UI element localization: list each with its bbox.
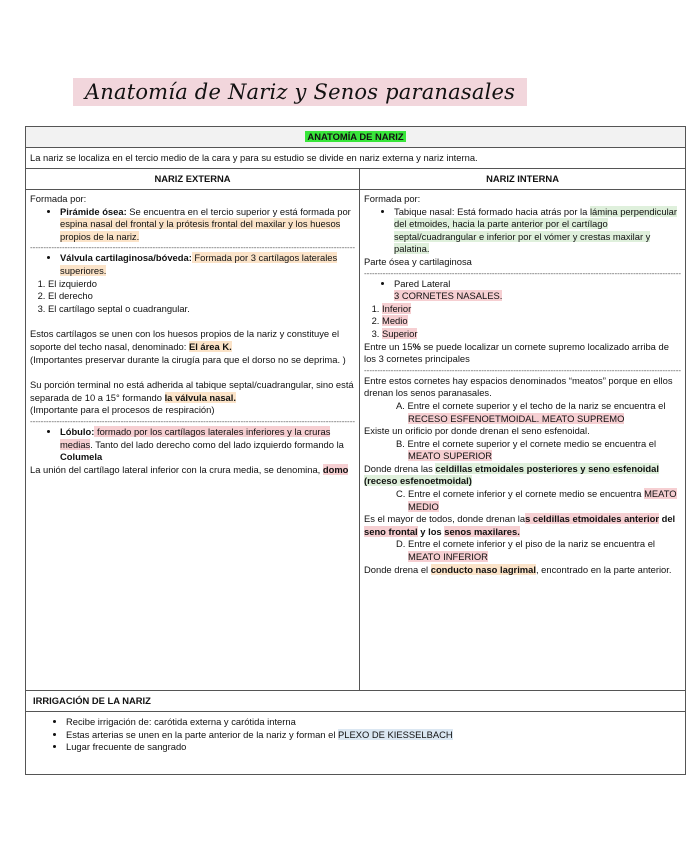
supremo-pct: % <box>412 340 421 352</box>
tabique-item <box>394 206 681 256</box>
domo: domo <box>322 463 349 475</box>
interna-content <box>360 190 686 691</box>
mayor-paragraph <box>364 513 681 538</box>
interna-formada-por: Formada por: <box>364 193 421 204</box>
lobulo-list <box>30 426 355 464</box>
area-k: El área K. <box>188 340 232 352</box>
cartilago-item: 2. El derecho <box>48 290 355 303</box>
meato-a-highlight: RECESO ESFENOETMOIDAL. MEATO SUPREMO <box>408 412 625 424</box>
meato-d <box>364 538 681 563</box>
conducto-text-a: Donde drena el <box>364 563 431 575</box>
valvula-nasal: la válvula nasal. <box>164 391 236 403</box>
valvula-label: Válvula cartilaginosa/bóveda: <box>60 252 192 264</box>
porcion-paragraph <box>30 379 355 404</box>
mayor-text-b: del <box>658 513 676 525</box>
cornete-item <box>382 303 681 316</box>
valvula-list <box>30 252 355 277</box>
interna-heading: NARIZ INTERNA <box>360 169 686 190</box>
irrigacion-list <box>30 716 681 754</box>
mayor-highlight-2: seno frontal <box>364 525 418 537</box>
lobulo-text: . Tanto del lado derecho como del lado izquierdo formando la <box>90 438 344 450</box>
pared-list <box>364 278 681 303</box>
pared-lateral: Pared Lateral <box>394 277 451 289</box>
cornete-superior: Superior <box>382 327 418 339</box>
meato-d-text: Entre el cornete inferior y el piso de la nariz se encuentra el <box>408 538 656 550</box>
supremo-paragraph <box>364 341 681 366</box>
columela: Columela <box>60 451 103 463</box>
tabique-text: Tabique nasal: Está formado hacia atrás por la <box>394 205 590 217</box>
piramide-highlight: espina nasal del frontal y la prótesis frontal del maxilar y los huesos propios de la nariz. <box>60 218 341 242</box>
divider-dashes: -------------------------------------------------------------------------------------------------------------------------- <box>30 243 356 253</box>
meato-a-label: A. <box>396 399 405 411</box>
porcion-text: Su porción terminal no está adherida al tabique septal/cuadrangular, sino está separada de 10 a 15° formando <box>30 379 354 403</box>
irrigacion-item <box>66 729 681 742</box>
drena-b-paragraph <box>364 463 681 488</box>
conducto-paragraph <box>364 564 681 577</box>
anatomy-table <box>25 126 686 775</box>
piramide-list <box>30 206 355 244</box>
meato-b-label: B. <box>396 437 405 449</box>
drena-b-highlight: celdillas etmoidales posteriores y seno esfenoidal (receso esfenoetmoidal) <box>364 462 659 487</box>
externa-content <box>26 190 360 691</box>
importante2-paragraph: (Importante para el procesos de respiración) <box>30 404 215 416</box>
irrigacion-item: • Recibe irrigación de: carótida externa y carótida interna <box>66 716 681 729</box>
meato-c <box>364 488 681 513</box>
parte-osea: Parte ósea y cartilaginosa <box>364 255 472 267</box>
externa-formada-por: Formada por: <box>30 193 87 204</box>
orificio-paragraph: Existe un orificio por donde drenan el seno esfenoidal. <box>364 425 590 437</box>
conducto-text-b: , encontrado en la parte anterior. <box>535 563 672 575</box>
supremo-text-b: se puede localizar un cornete supremo localizado arriba de los 3 cornetes principales <box>364 340 669 365</box>
pared-lateral-item <box>394 278 681 303</box>
section-header <box>26 127 686 148</box>
page-title: Anatomía de Nariz y Senos paranasales <box>73 78 527 106</box>
meatos-intro: Entre estos cornetes hay espacios denominados “meatos” porque en ellos drenan los senos paranasales. <box>364 374 673 399</box>
divider-dashes: ----------------------------------------------------------------------------------------------------------------------- <box>364 268 682 278</box>
drena-b-text: Donde drena las <box>364 462 436 474</box>
mayor-text-c: y los <box>417 525 445 537</box>
meato-c-highlight: MEATO MEDIO <box>408 488 677 512</box>
cartilago-item: 3. El cartílago septal o cuadrangular. <box>48 303 355 316</box>
mayor-highlight-1: s celdillas etmoidales anterior <box>525 513 659 525</box>
tabique-list <box>364 206 681 256</box>
meato-d-label: D. <box>396 538 406 550</box>
importante-paragraph: (Importantes preservar durante la cirugía para que el dorso no se deprima. ) <box>30 353 346 365</box>
supremo-text-a: Entre un 15 <box>364 340 413 352</box>
cornete-item <box>382 328 681 341</box>
meato-b <box>364 438 681 463</box>
section-title: ANATOMÍA DE NARIZ <box>307 130 404 142</box>
meato-a <box>364 400 681 425</box>
plexo-highlight: PLEXO DE KIESSELBACH <box>338 728 453 740</box>
cornetes-nasales: 3 CORNETES NASALES. <box>394 290 503 302</box>
meato-c-text: Entre el cornete inferior y el cornete medio se encuentra <box>408 488 645 500</box>
cartilagos-list <box>30 278 355 316</box>
meato-b-highlight: MEATO SUPERIOR <box>408 450 493 462</box>
valvula-item <box>60 252 355 277</box>
cartilago-item: 1. El izquierdo <box>48 278 355 291</box>
lobulo-label: Lóbulo: <box>60 425 95 437</box>
title-wrap <box>0 78 600 106</box>
meato-d-highlight: MEATO INFERIOR <box>408 551 488 563</box>
mayor-highlight-3: senos maxilares. <box>444 525 520 537</box>
divider-dashes: -------------------------------------------------------------------------------------------------------------------------- <box>30 416 356 426</box>
lobulo-item <box>60 426 355 464</box>
piramide-item <box>60 206 355 244</box>
meato-b-text: Entre el cornete superior y el cornete medio se encuentra el <box>407 437 657 449</box>
piramide-text: Se encuentra en el tercio superior y está formada por <box>126 205 351 217</box>
meato-c-label: C. <box>396 488 406 500</box>
meato-a-text: Entre el cornete superior y el techo de la nariz se encuentra el <box>407 399 666 411</box>
irrigacion-heading: IRRIGACIÓN DE LA NARIZ <box>26 691 686 712</box>
irrigacion-content <box>26 712 686 775</box>
valvula-highlight: Formada por 3 cartílagos laterales superiores. <box>60 252 338 276</box>
irrigacion-item2-text: Estas arterias se unen en la parte anterior de la nariz y forman el <box>66 728 339 740</box>
mayor-text-a: Es el mayor de todos, donde drenan la <box>364 513 526 525</box>
conducto-highlight: conducto naso lagrimal <box>430 563 536 575</box>
estos-paragraph <box>30 328 355 353</box>
union-paragraph <box>30 464 355 477</box>
cornete-inferior: Inferior <box>382 302 412 314</box>
cornetes-list <box>364 303 681 341</box>
divider-dashes: ----------------------------------------------------------------------------------------------------------------------- <box>364 365 682 375</box>
union-text: La unión del cartílago lateral inferior con la crura media, se denomina, <box>30 463 323 475</box>
piramide-label: Pirámide ósea: <box>60 205 127 217</box>
lobulo-highlight: formado por los cartílagos laterales inferiores y la cruras medias <box>60 425 331 450</box>
cornete-item <box>382 315 681 328</box>
externa-heading: NARIZ EXTERNA <box>26 169 360 190</box>
tabique-highlight: lámina perpendicular del etmoides, hacia la parte anterior por el cartílago septal/cuadrangular e inferior por el vómer y crestas maxilar y palatina. <box>394 205 677 255</box>
irrigacion-item: • Lugar frecuente de sangrado <box>66 741 681 754</box>
cornete-medio: Medio <box>382 315 408 327</box>
intro-text: La nariz se localiza en el tercio medio de la cara y para su estudio se divide en nariz externa y nariz interna. <box>26 148 686 169</box>
estos-text: Estos cartílagos se unen con los huesos propios de la nariz y constituye el soporte del techo nasal, denominado: <box>30 328 340 352</box>
